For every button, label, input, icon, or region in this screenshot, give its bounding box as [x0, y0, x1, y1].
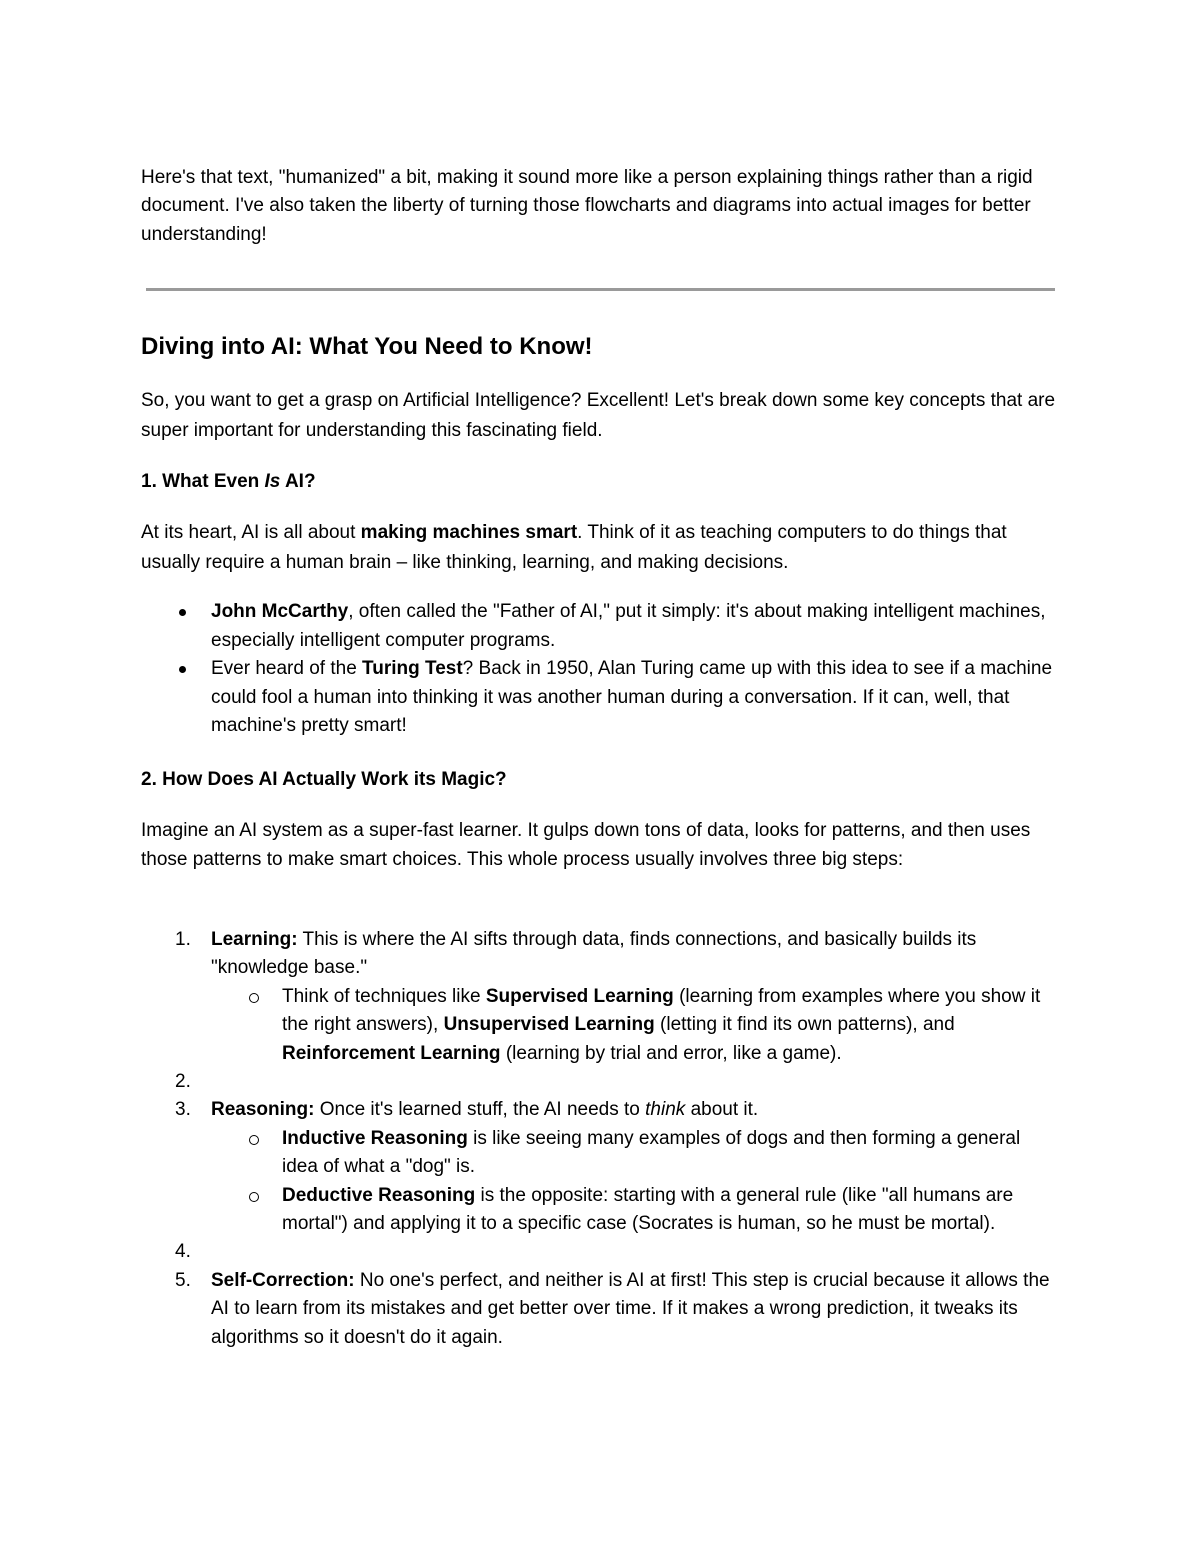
bullet-pre: Ever heard of the [211, 658, 363, 679]
list-item [211, 983, 1061, 1068]
bullet-icon [179, 609, 186, 616]
hollow-bullet-icon [249, 993, 259, 1003]
step-sublist [211, 983, 1061, 1068]
step-number: 2. [175, 1071, 191, 1093]
list-item [141, 1068, 1061, 1096]
section2-paragraph: Imagine an AI system as a super-fast learner. It gulps down tons of data, looks for patterns, and then uses those patterns to make smart choices. This whole process usually involves three big steps: [141, 820, 1031, 870]
sub-bold: Supervised Learning [485, 985, 674, 1007]
step-title: Self-Correction: [211, 1269, 355, 1291]
section1-paragraph [141, 518, 1061, 577]
page-title: Diving into AI: What You Need to Know! [141, 333, 593, 360]
sub-text: (letting it find its own patterns), and [654, 1014, 955, 1036]
step-title: Learning: [211, 929, 298, 950]
step-emphasis: think [645, 1099, 686, 1121]
section1-para-bold: making machines smart [360, 522, 578, 543]
sub-bold: Inductive Reasoning [282, 1127, 468, 1149]
intro-paragraph: Here's that text, "humanized" a bit, making it sound more like a person explaining things rather than a rigid document. I've also taken the liberty of turning those flowcharts and diagrams into actual images for better understanding! [141, 167, 1033, 245]
bullet-bold: Turing Test [362, 658, 463, 679]
step-number: 5. [175, 1269, 191, 1291]
sub-text: is the opposite: starting with a general rule (like "all humans are mortal") and applying it to a specific case (Socrates is human, so he must be mortal). [282, 1184, 1014, 1235]
step-number: 1. [175, 929, 191, 950]
section1-heading-prefix: 1. What Even [141, 471, 265, 492]
section1-heading-emphasis: Is [264, 471, 281, 492]
hollow-bullet-icon [249, 1135, 259, 1145]
lead-paragraph: So, you want to get a grasp on Artificial Intelligence? Excellent! Let's break down some key concepts that are super important for understanding this fascinating field. [141, 390, 1056, 441]
step-text: about it. [685, 1099, 759, 1121]
bullet-icon [179, 666, 186, 673]
section1-heading [141, 469, 316, 495]
section1-para-start: At its heart, AI is all about [141, 522, 361, 543]
section1-bullet-list [141, 598, 1061, 741]
horizontal-rule [146, 288, 1055, 291]
list-item [211, 1182, 1061, 1239]
bullet-bold: John McCarthy [211, 601, 349, 622]
sub-bold: Unsupervised Learning [443, 1014, 655, 1036]
step-text: This is where the AI sifts through data, finds connections, and basically builds its "knowledge base." [211, 929, 977, 979]
step-text: No one's perfect, and neither is AI at first! This step is crucial because it allows the AI to learn from its mistakes and get better over time. If it makes a wrong prediction, it tweaks its algorithms so it doesn't do it again. [211, 1269, 1050, 1348]
list-item [141, 926, 1061, 1068]
sub-text: (learning by trial and error, like a game). [500, 1042, 842, 1064]
sub-bold: Reinforcement Learning [282, 1042, 501, 1064]
step-sublist [211, 1125, 1061, 1239]
list-item [141, 1096, 1061, 1238]
sub-text: is like seeing many examples of dogs and then forming a general idea of what a "dog" is. [282, 1127, 1021, 1178]
sub-bold: Deductive Reasoning [282, 1184, 476, 1206]
section2-heading: 2. How Does AI Actually Work its Magic? [141, 769, 507, 790]
hollow-bullet-icon [249, 1192, 259, 1202]
sub-text: Think of techniques like [282, 985, 486, 1007]
bullet-text: , often called the "Father of AI," put it simply: it's about making intelligent machines, especially intelligent computer programs. [211, 601, 1046, 651]
list-item [141, 1267, 1061, 1352]
list-item [141, 1238, 1061, 1266]
step-number: 3. [175, 1099, 191, 1121]
list-item [141, 655, 1061, 741]
section1-heading-suffix: AI? [280, 471, 316, 492]
section2-steps-list [141, 926, 1061, 1352]
step-title: Reasoning: [211, 1099, 315, 1121]
step-number: 4. [175, 1241, 191, 1263]
list-item [141, 598, 1061, 655]
section1-para-end: . Think of it as teaching computers to do things that usually require a human brain – like thinking, learning, and making decisions. [141, 522, 1007, 573]
list-item [211, 1125, 1061, 1182]
step-text: Once it's learned stuff, the AI needs to [314, 1099, 646, 1121]
bullet-text: ? Back in 1950, Alan Turing came up with this idea to see if a machine could fool a human into thinking it was another human during a conversation. If it can, well, that machine's pretty smart! [211, 658, 1053, 736]
sub-text: (learning from examples where you show it the right answers), [282, 985, 1041, 1036]
